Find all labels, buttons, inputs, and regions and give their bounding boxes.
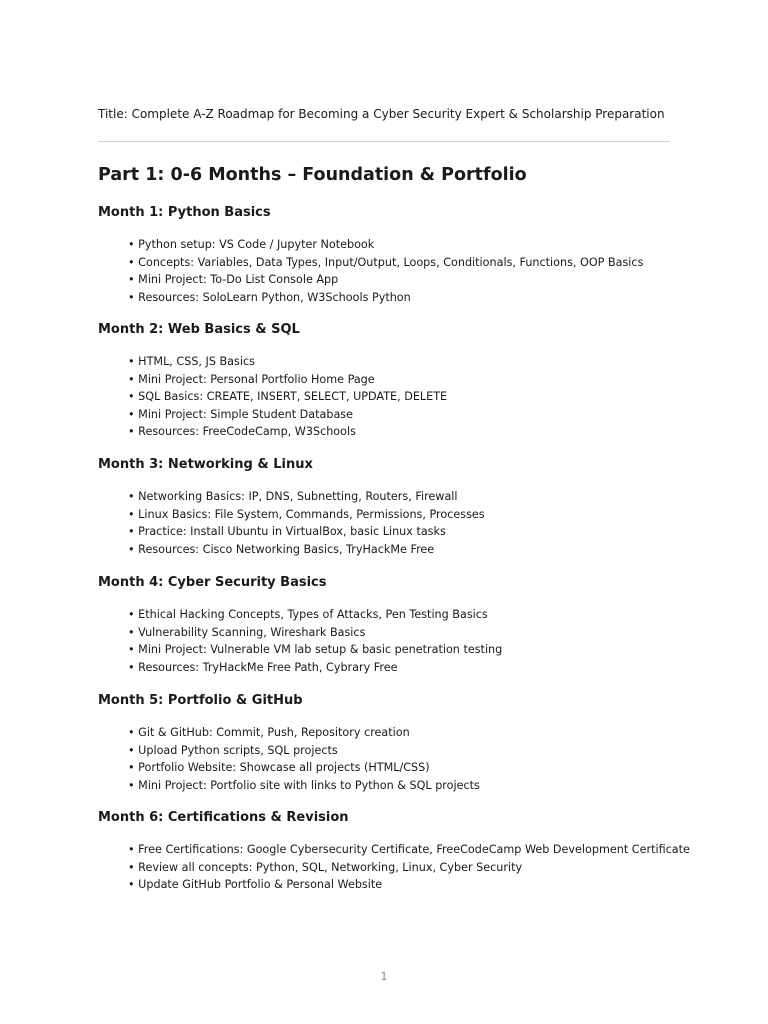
list-item-text: Portfolio Website: Showcase all projects (HTML/CSS) (138, 761, 430, 774)
list-item (128, 724, 480, 742)
page-number: 1 (380, 970, 388, 983)
list-item-text: Upload Python scripts, SQL projects (138, 743, 338, 757)
month-section (98, 809, 690, 891)
bullet-glyph: • (128, 743, 135, 757)
list-item (128, 523, 485, 541)
bullet-glyph: • (128, 273, 135, 286)
list-item (128, 254, 643, 272)
bullet-glyph: • (128, 238, 135, 251)
bullet-list (128, 353, 447, 441)
list-item (128, 371, 447, 389)
list-item (128, 759, 480, 777)
list-item (128, 624, 502, 642)
bullet-glyph: • (128, 255, 135, 269)
bullet-glyph: • (128, 390, 135, 403)
bullet-glyph: • (128, 542, 135, 556)
month-section (98, 321, 670, 438)
list-item-text: Mini Project: Simple Student Database (138, 407, 354, 421)
bullet-glyph: • (128, 878, 135, 891)
list-item-text: Vulnerability Scanning, Wireshark Basics (138, 625, 366, 639)
list-item-text: Free Certifications: Google Cybersecurity Certificate, FreeCodeCamp Web Development Certificate (138, 843, 690, 856)
list-item (128, 353, 447, 371)
list-item-text: Mini Project: To-Do List Console App (138, 273, 339, 286)
list-item-text: Linux Basics: File System, Commands, Permissions, Processes (138, 507, 485, 521)
list-item (128, 541, 485, 559)
list-item-text: Mini Project: Vulnerable VM lab setup & basic penetration testing (138, 643, 503, 656)
bullet-glyph: • (128, 525, 135, 538)
list-item-text: Ethical Hacking Concepts, Types of Attacks, Pen Testing Basics (138, 608, 488, 621)
list-item (128, 641, 502, 659)
month-section (98, 574, 670, 674)
list-item (128, 742, 480, 760)
bullet-list (128, 488, 485, 558)
list-item-text: Python setup: VS Code / Jupyter Notebook (138, 238, 375, 251)
bullet-glyph: • (128, 625, 135, 639)
bullet-glyph: • (128, 660, 135, 674)
list-item-text: Resources: SoloLearn Python, W3Schools Python (138, 290, 411, 304)
bullet-glyph: • (128, 290, 135, 304)
list-item-text: Practice: Install Ubuntu in VirtualBox, basic Linux tasks (138, 525, 446, 538)
bullet-glyph: • (128, 860, 135, 874)
bullet-glyph: • (128, 843, 135, 856)
bullet-glyph: • (128, 490, 135, 503)
bullet-glyph: • (128, 608, 135, 621)
list-item (128, 488, 485, 506)
list-item-text: Networking Basics: IP, DNS, Subnetting, Routers, Firewall (138, 490, 458, 503)
month-heading: Month 3: Networking & Linux (98, 457, 313, 472)
list-item-text: Update GitHub Portfolio & Personal Website (138, 878, 383, 891)
month-section (98, 456, 670, 556)
list-item-text: Resources: FreeCodeCamp, W3Schools (138, 425, 356, 438)
document-title: Title: Complete A-Z Roadmap for Becoming a Cyber Security Expert & Scholarship Preparation (98, 107, 665, 121)
month-section (98, 204, 670, 304)
list-item-text: Resources: Cisco Networking Basics, TryHackMe Free (138, 542, 435, 556)
list-item (128, 606, 502, 624)
list-item-text: SQL Basics: CREATE, INSERT, SELECT, UPDATE, DELETE (138, 390, 448, 403)
month-section (98, 692, 670, 792)
list-item-text: Mini Project: Personal Portfolio Home Page (138, 372, 375, 386)
bullet-list (128, 724, 480, 794)
bullet-glyph: • (128, 726, 135, 739)
title-divider (98, 141, 670, 142)
bullet-glyph: • (128, 372, 135, 386)
bullet-glyph: • (128, 778, 135, 792)
month-heading: Month 5: Portfolio & GitHub (98, 693, 303, 708)
bullet-list (128, 236, 643, 306)
list-item (128, 777, 480, 795)
bullet-glyph: • (128, 425, 135, 438)
list-item (128, 506, 485, 524)
list-item (128, 423, 447, 441)
month-heading: Month 2: Web Basics & SQL (98, 322, 300, 337)
month-heading: Month 6: Certifications & Revision (98, 810, 349, 825)
list-item-text: Git & GitHub: Commit, Push, Repository creation (138, 726, 410, 739)
bullet-glyph: • (128, 761, 135, 774)
list-item (128, 236, 643, 254)
month-heading: Month 4: Cyber Security Basics (98, 575, 327, 590)
list-item (128, 388, 447, 406)
month-heading: Month 1: Python Basics (98, 205, 271, 220)
list-item-text: Mini Project: Portfolio site with links to Python & SQL projects (138, 778, 480, 792)
bullet-glyph: • (128, 407, 135, 421)
list-item-text: Concepts: Variables, Data Types, Input/Output, Loops, Conditionals, Functions, OOP Basics (138, 255, 644, 269)
list-item (128, 841, 690, 859)
list-item (128, 271, 643, 289)
list-item (128, 289, 643, 307)
list-item (128, 659, 502, 677)
list-item-text: HTML, CSS, JS Basics (138, 355, 255, 368)
list-item (128, 859, 690, 877)
bullet-list (128, 841, 690, 894)
list-item-text: Review all concepts: Python, SQL, Networking, Linux, Cyber Security (138, 860, 523, 874)
list-item (128, 876, 690, 894)
bullet-glyph: • (128, 507, 135, 521)
part-heading: Part 1: 0-6 Months – Foundation & Portfolio (98, 165, 527, 185)
list-item-text: Resources: TryHackMe Free Path, Cybrary Free (138, 660, 398, 674)
list-item (128, 406, 447, 424)
bullet-glyph: • (128, 643, 135, 656)
bullet-list (128, 606, 502, 676)
bullet-glyph: • (128, 355, 135, 368)
